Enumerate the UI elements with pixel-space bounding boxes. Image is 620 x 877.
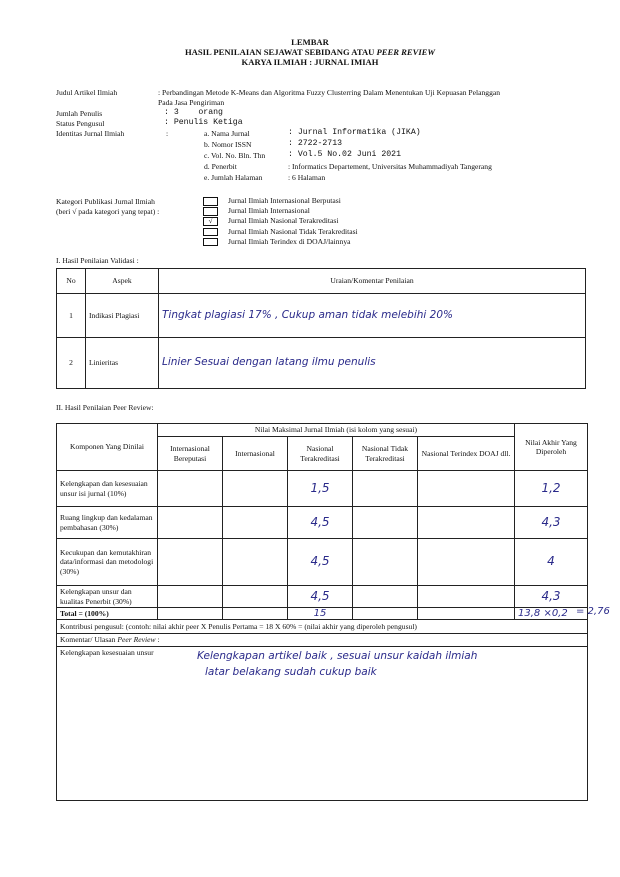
identitas-colon: : [166,129,169,138]
sub-header-internasional: Internasional [223,437,288,471]
row-aspek: Linieritas [86,338,159,389]
table-row [57,539,588,586]
nilai-max-header: Nilai Maksimal Jurnal Ilmiah (isi kolom yang sesuai) [158,424,515,437]
row-komentar: Tingkat plagiasi 17% , Cukup aman tidak melebihi 20% [159,294,586,338]
col-aspek-header: Aspek [86,269,159,294]
komentar-header-text: Komentar/ Ulasan [60,635,118,645]
header-line-2-italic: PEER REVIEW [376,47,436,57]
akhir-cell: 4 [515,539,588,586]
judul-label: Judul Artikel Ilmiah [56,88,118,97]
validasi-table [56,268,586,389]
nasional-cell: 1,5 [288,471,353,507]
row-aspek: Indikasi Plagiasi [86,294,159,338]
col-uraian-header: Uraian/Komentar Penilaian [159,269,586,294]
header-line-1: LEMBAR [291,37,329,47]
table-row [57,507,588,539]
row-no: 1 [57,294,86,338]
nasional-cell: 4,5 [288,507,353,539]
penerbit-label: d. Penerbit [204,162,237,171]
kategori-checkbox[interactable] [203,207,218,216]
kategori-option-label: Jurnal Ilmiah Nasional Terakreditasi [228,216,339,226]
table-row [57,294,586,338]
komentar-header [57,634,588,646]
total-nasional: 15 [288,608,353,620]
komentar-header-italic: Peer Review [117,635,156,645]
kategori-option-label: Jurnal Ilmiah Internasional [228,206,310,216]
issn-label: b. Nomor ISSN [204,140,252,149]
nama-jurnal-label: a. Nama Jurnal [204,129,250,138]
akhir-cell: 4,3 [515,586,588,608]
section-review-title: II. Hasil Penilaian Peer Review: [56,403,154,412]
kategori-option[interactable] [203,237,358,247]
komponen-header: Komponen Yang Dinilai [57,424,158,471]
komentar-label: Kelengkapan kesesuaian unsur [60,647,154,657]
nasional-cell: 4,5 [288,586,353,608]
komentar-line-2: latar belakang sudah cukup baik [205,665,377,678]
akhir-cell: 1,2 [515,471,588,507]
komponen-cell: Kelengkapan dan kesesuaian unsur isi jurnal (10%) [57,471,158,507]
kategori-option-label: Jurnal Ilmiah Terindex di DOAJ/lainnya [228,236,351,246]
sub-header-nasional-terakreditasi: Nasional Terakreditasi [288,437,353,471]
kategori-option[interactable] [203,227,358,237]
nilai-akhir-header: Nilai Akhir Yang Diperoleh [515,424,588,471]
sub-header-nasional-tidak-terakreditasi: Nasional Tidak Terakreditasi [353,437,418,471]
penerbit-value: : Informatics Departement, Universitas Muhammadiyah Tangerang [288,162,492,171]
table-row [57,586,588,608]
total-akhir: 13,8 ×0,2 [515,608,588,620]
row-komentar: Linier Sesuai dengan latang ilmu penulis [159,338,586,389]
kategori-instruction: (beri √ pada kategori yang tepat) : [56,207,160,216]
kategori-options [203,196,358,247]
akhir-cell: 4,3 [515,507,588,539]
kategori-checkbox[interactable] [203,228,218,237]
nama-jurnal-value: : Jurnal Informatika (JIKA) [288,128,421,137]
issn-value: : 2722-2713 [288,139,343,148]
nasional-cell: 4,5 [288,539,353,586]
col-no-header: No [57,269,86,294]
kategori-option-label: Jurnal Ilmiah Nasional Tidak Terakreditasi [228,226,358,236]
halaman-value: : 6 Halaman [288,173,326,182]
header-line-2-text: HASIL PENILAIAN SEJAWAT SEBIDANG ATAU [184,47,377,57]
section-validasi-title: I. Hasil Penilaian Validasi : [56,256,139,265]
komponen-cell: Ruang lingkup dan kedalaman pembahasan (30%) [57,507,158,539]
review-table [56,423,588,801]
header-line-3: KARYA ILMIAH : JURNAL IMIAH [241,57,379,67]
kategori-checkbox[interactable] [203,197,218,206]
kategori-option[interactable] [203,206,358,216]
identitas-label: Identitas Jurnal Ilmiah [56,129,125,138]
jumlah-label: Jumlah Penulis [56,109,103,118]
status-label: Status Pengusul [56,119,105,128]
sub-header-nasional-terindex: Nasional Terindex DOAJ dll. [418,437,515,471]
komentar-header-suffix: : [155,635,160,645]
total-label: Total = (100%) [57,608,158,620]
table-row [57,338,586,389]
total-extra: = 2,76 [576,606,610,617]
halaman-label: e. Jumlah Halaman [204,173,263,182]
komentar-line-1: Kelengkapan artikel baik , sesuai unsur kaidah ilmiah [197,649,478,662]
vol-value: : Vol.5 No.02 Juni 2021 [288,150,402,159]
judul-value: : Perbandingan Metode K-Means dan Algoritma Fuzzy Clusterring Dalam Menentukan Uji Kepuasan Pelanggan [158,88,501,97]
judul-value-2: Pada Jasa Pengiriman [158,98,225,107]
komentar-body [57,646,588,800]
vol-label: c. Vol. No. Bln. Thn [204,151,266,160]
kontribusi-note: Kontribusi pengusul: (contoh: nilai akhir peer X Penulis Pertama = 18 X 60% = (nilai akhir yang diperoleh pengusul) [57,620,588,634]
komponen-cell: Kecukupan dan kemutakhiran data/informasi dan metodologi (30%) [57,539,158,586]
kategori-option[interactable] [203,196,358,206]
jumlah-value: : 3 orang [164,108,223,117]
kategori-label: Kategori Publikasi Jurnal Ilmiah [56,197,155,206]
table-row [57,471,588,507]
row-no: 2 [57,338,86,389]
komponen-cell: Kelengkapan unsur dan kualitas Penerbit (30%) [57,586,158,608]
kategori-option-label: Jurnal Ilmiah Internasional Berputasi [228,196,341,205]
total-row [57,608,588,620]
status-value: : Penulis Ketiga [164,118,243,127]
kategori-option[interactable] [203,216,358,226]
kategori-checkbox[interactable] [203,238,218,247]
sub-header-internasional-bereputasi: Internasional Bereputasi [158,437,223,471]
kategori-checkbox[interactable]: √ [203,217,218,226]
